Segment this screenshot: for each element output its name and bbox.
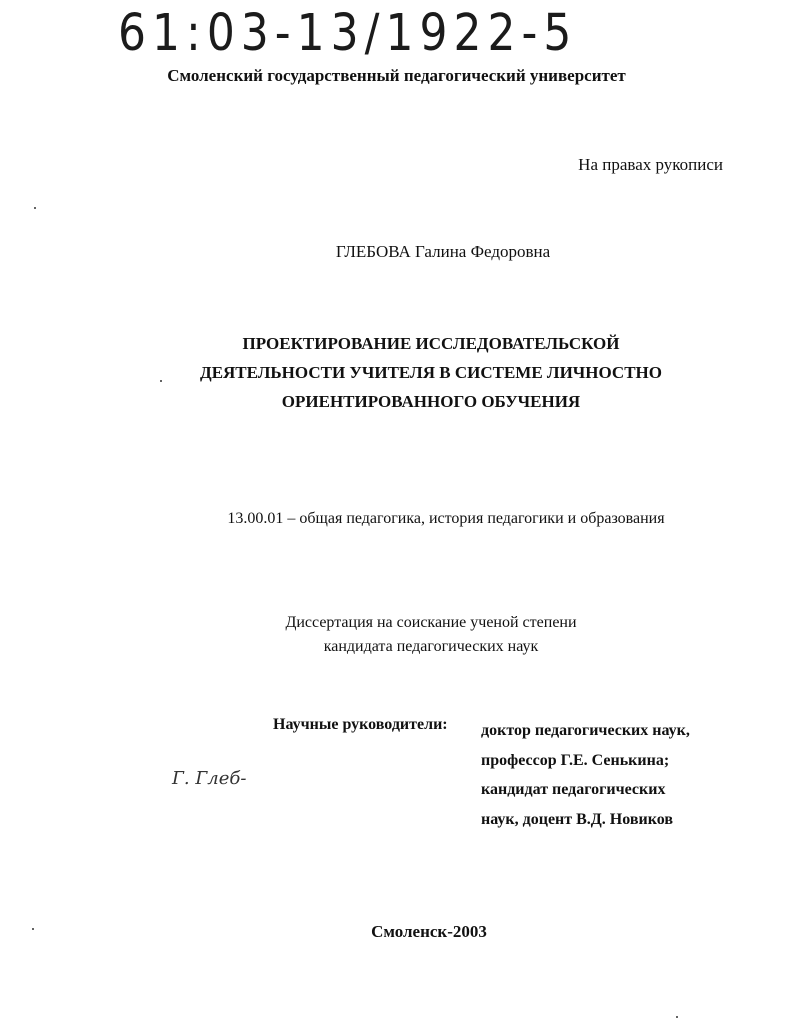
title-line: ОРИЕНТИРОВАННОГО ОБУЧЕНИЯ: [281, 392, 581, 411]
supervisor-line: профессор Г.Е. Сенькина;: [481, 751, 670, 769]
city-year: Смоленск-2003: [371, 922, 487, 941]
degree-statement: [0, 611, 793, 659]
title-line: ДЕЯТЕЛЬНОСТИ УЧИТЕЛЯ В СИСТЕМЕ ЛИЧНОСТНО: [200, 363, 662, 382]
supervisors-list: [481, 716, 690, 834]
manuscript-rights-note: На правах рукописи: [578, 155, 723, 174]
scan-speck: [34, 207, 36, 209]
supervisor-line: кандидат педагогических: [481, 781, 666, 798]
university-name: Смоленский государственный педагогический университет: [167, 66, 626, 85]
scan-speck: [676, 1016, 678, 1018]
supervisor-line: доктор педагогических наук,: [481, 722, 690, 739]
handwritten-catalog-number: 61:03-13/1922-5: [118, 4, 578, 63]
specialty-code: 13.00.01 – общая педагогика, история педагогики и образования: [227, 510, 665, 527]
degree-line: кандидата педагогических наук: [323, 638, 539, 655]
handwritten-signature: Г. Глеб-: [172, 768, 247, 789]
scan-speck: [160, 380, 162, 382]
dissertation-title: [0, 329, 793, 416]
supervisor-line: наук, доцент В.Д. Новиков: [481, 810, 673, 828]
scan-speck: [32, 928, 34, 930]
title-line: ПРОЕКТИРОВАНИЕ ИССЛЕДОВАТЕЛЬСКОЙ: [242, 334, 620, 353]
author-name: ГЛЕБОВА Галина Федоровна: [335, 242, 551, 261]
degree-line: Диссертация на соискание ученой степени: [285, 614, 577, 631]
supervisors-label: Научные руководители:: [273, 716, 448, 733]
